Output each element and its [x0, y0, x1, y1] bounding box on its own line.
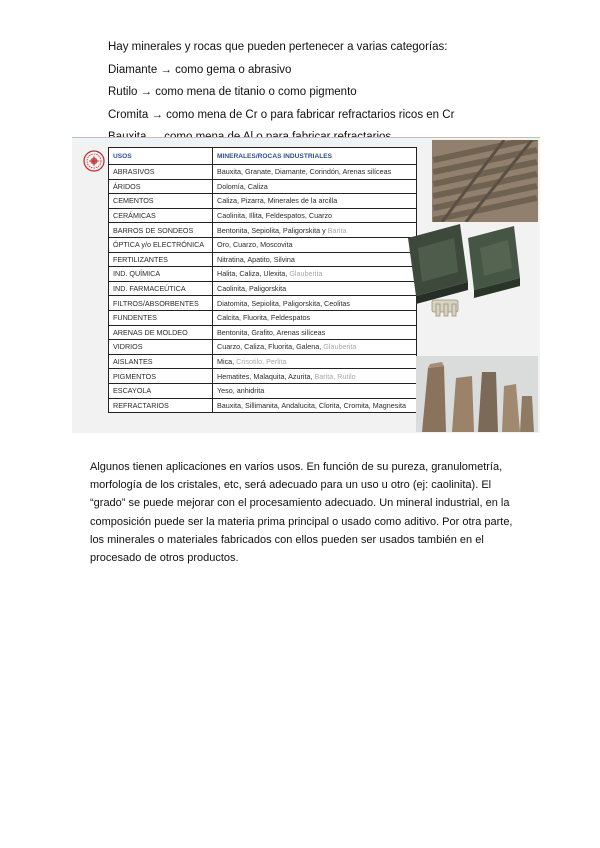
- use-cell: IND. FARMACEÚTICA: [109, 281, 213, 296]
- use-cell: ÓPTICA y/o ELECTRÓNICA: [109, 237, 213, 252]
- minerals-cell: [213, 252, 417, 267]
- table-row: [109, 340, 417, 355]
- intro-line-diamante: Diamante → como gema o abrasivo: [108, 63, 292, 76]
- refractory-bricks-photo: [416, 356, 538, 432]
- table-row: [109, 325, 417, 340]
- minerals-cell: [213, 165, 417, 180]
- table-row: [109, 398, 417, 413]
- minerals-faint-text: Crisotilo, Perlita: [236, 357, 287, 367]
- table-row: [109, 267, 417, 282]
- minerals-text: Bentonita, Sepiolita, Paligorskita y: [217, 225, 328, 235]
- casting-molds-photo: [402, 220, 540, 338]
- minerals-text: Yeso, anhidrita: [217, 386, 265, 396]
- minerals-cell: [213, 369, 417, 384]
- paragraph-line: “grado” se puede mejorar con el procesamiento adecuado. Un mineral industrial, en la: [90, 497, 510, 510]
- use-cell: VIDRIOS: [109, 340, 213, 355]
- table-body: [109, 165, 417, 413]
- paragraph-line: composición puede ser la materia prima principal o usado como aditivo. Por otra parte,: [90, 515, 513, 528]
- paragraph-line: los minerales o materiales fabricados con ellos pueden ser usados también en el: [90, 533, 484, 546]
- use-cell: CERÁMICAS: [109, 208, 213, 223]
- header-usos: USOS: [109, 148, 213, 165]
- minerals-text: Bentonita, Grafito, Arenas silíceas: [217, 327, 326, 337]
- minerals-text: Caolinita, Illita, Feldespatos, Cuarzo: [217, 211, 333, 221]
- minerals-faint-text: Barita: [327, 225, 347, 235]
- minerals-text: Bauxita, Sillimanita, Andalucita, Clorita, Cromita, Magnesita: [217, 400, 406, 410]
- intro-list: [108, 36, 568, 149]
- minerals-text: Bauxita, Granate, Diamante, Corindón, Arenas silíceas: [217, 167, 392, 177]
- table-row: [109, 194, 417, 209]
- intro-heading: Hay minerales y rocas que pueden pertenecer a varias categorías:: [108, 41, 448, 53]
- railway-track-photo: [432, 140, 538, 222]
- university-seal-icon: [83, 150, 105, 172]
- use-cell: CEMENTOS: [109, 194, 213, 209]
- paragraph-line: Algunos tienen aplicaciones en varios usos. En función de su pureza, granulometría,: [90, 461, 503, 473]
- minerals-cell: [213, 267, 417, 282]
- header-minerales: MINERALES/ROCAS INDUSTRIALES: [213, 148, 417, 165]
- minerals-text: Cuarzo, Caliza, Fluorita, Galena,: [217, 342, 324, 352]
- use-cell: ABRASIVOS: [109, 165, 213, 180]
- use-cell: BARROS DE SONDEOS: [109, 223, 213, 238]
- paragraph-line: morfología de los cristales, etc, será adecuado para un uso u otro (ej: caolinita). El: [90, 479, 492, 492]
- minerals-text: Oro, Cuarzo, Moscovita: [217, 240, 293, 250]
- use-cell: PIGMENTOS: [109, 369, 213, 384]
- paragraph-line: procesado de otros productos.: [90, 552, 239, 565]
- use-cell: AISLANTES: [109, 354, 213, 369]
- minerals-cell: [213, 383, 417, 398]
- industrial-uses-figure: [72, 137, 540, 433]
- table-row: [109, 165, 417, 180]
- minerals-faint-text: Glauberita: [323, 342, 357, 352]
- minerals-cell: [213, 208, 417, 223]
- table-row: [109, 179, 417, 194]
- uses-table: [108, 147, 417, 413]
- minerals-text: Caliza, Pizarra, Minerales de la arcilla: [217, 196, 338, 206]
- minerals-cell: [213, 354, 417, 369]
- table-row: [109, 310, 417, 325]
- minerals-text: Dolomía, Caliza: [217, 181, 268, 191]
- minerals-faint-text: Barita, Rutilo: [314, 371, 356, 381]
- intro-line-rutilo: Rutilo → como mena de titanio o como pigmento: [108, 86, 357, 98]
- use-cell: FILTROS/ABSORBENTES: [109, 296, 213, 311]
- table-row: [109, 252, 417, 267]
- use-cell: REFRACTARIOS: [109, 398, 213, 413]
- minerals-cell: [213, 398, 417, 413]
- minerals-cell: [213, 179, 417, 194]
- table-row: [109, 281, 417, 296]
- minerals-text: Caolinita, Paligorskita: [217, 284, 287, 294]
- minerals-text: Mica,: [217, 357, 237, 367]
- table-row: [109, 296, 417, 311]
- minerals-cell: [213, 325, 417, 340]
- minerals-faint-text: Glauberita: [289, 269, 323, 279]
- use-cell: ÁRIDOS: [109, 179, 213, 194]
- use-cell: IND. QUÍMICA: [109, 267, 213, 282]
- use-cell: ARENAS DE MOLDEO: [109, 325, 213, 340]
- minerals-text: Diatomita, Sepiolita, Paligorskita, Ceolitas: [217, 298, 351, 308]
- minerals-text: Nitratina, Apatito, Silvina: [217, 254, 295, 264]
- minerals-text: Halita, Caliza, Ulexita,: [217, 269, 290, 279]
- use-cell: FUNDENTES: [109, 310, 213, 325]
- minerals-cell: [213, 310, 417, 325]
- table-row: [109, 369, 417, 384]
- use-cell: FERTILIZANTES: [109, 252, 213, 267]
- minerals-cell: [213, 237, 417, 252]
- table-row: [109, 237, 417, 252]
- minerals-text: Hematites, Malaquita, Azurita,: [217, 371, 315, 381]
- table-header-row: [109, 148, 417, 165]
- table-row: [109, 354, 417, 369]
- minerals-cell: [213, 296, 417, 311]
- minerals-cell: [213, 340, 417, 355]
- table-row: [109, 208, 417, 223]
- table-row: [109, 383, 417, 398]
- minerals-text: Calcita, Fluorita, Feldespatos: [217, 313, 311, 323]
- body-paragraph: [90, 458, 530, 567]
- minerals-cell: [213, 281, 417, 296]
- table-row: [109, 223, 417, 238]
- minerals-cell: [213, 223, 417, 238]
- use-cell: ESCAYOLA: [109, 383, 213, 398]
- minerals-cell: [213, 194, 417, 209]
- intro-line-cromita: Cromita → como mena de Cr o para fabricar refractarios ricos en Cr: [108, 108, 455, 121]
